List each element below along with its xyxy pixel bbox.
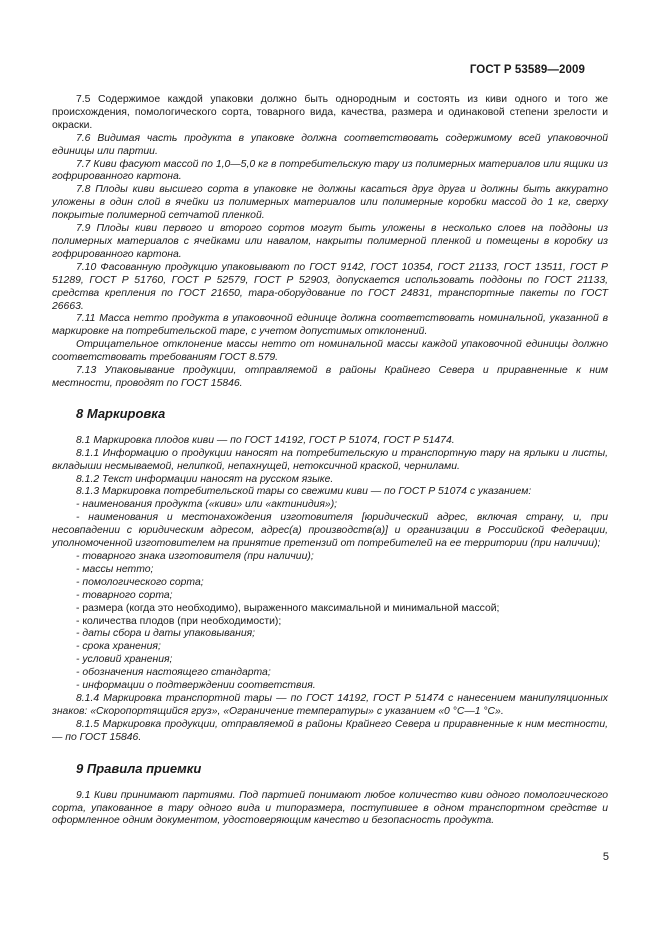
list-item: - товарного знака изготовителя (при наличии); bbox=[76, 551, 314, 562]
paragraph-p710: 7.10 Фасованную продукцию упаковывают по ГОСТ 9142, ГОСТ 10354, ГОСТ 21133, ГОСТ 13511, ГОСТ Р 51289, ГОСТ Р 51760, ГОСТ Р 52579, ГОСТ Р 52903, допускается использовать поддоны по ГОСТ 21133, средства крепления по ГОСТ 21650, тара-оборудование по ГОСТ 24831, транспортные пакеты по ГОСТ 26663. bbox=[52, 261, 608, 312]
paragraph-p711: 7.11 Масса нетто продукта в упаковочной единице должна соответствовать номинальной, указанной в маркировке на потребительской таре, с учетом допустимых отклонений. bbox=[52, 313, 608, 338]
paragraph-p811: 8.1.1 Информацию о продукции наносят на потребительскую и транспортную тару на ярлыки и листы, вкладыши несмываемой, нелипкой, непахнущей, нетоксичной краской, чернилами. bbox=[52, 447, 608, 472]
section-9-acceptance bbox=[52, 790, 608, 829]
list-item: - обозначения настоящего стандарта; bbox=[76, 667, 271, 679]
document-code: ГОСТ Р 53589—2009 bbox=[469, 64, 585, 76]
paragraph-p813: 8.1.3 Маркировка потребительской тары со свежими киви — по ГОСТ Р 51074 с указанием: bbox=[76, 486, 532, 498]
list-item: - информации о подтверждении соответствия. bbox=[76, 680, 316, 692]
paragraph-p77: 7.7 Киви фасуют массой по 1,0—5,0 кг в потребительскую тару из полимерных материалов или ящики из гофрированного картона. bbox=[52, 158, 608, 183]
paragraph-p815: 8.1.5 Маркировка продукции, отправляемой в районы Крайнего Севера и приравненные к ним местности, — по ГОСТ 15846. bbox=[52, 718, 608, 743]
section-7-packaging bbox=[52, 94, 608, 391]
section-9-heading: 9 Правила приемки bbox=[76, 760, 202, 776]
section-8-marking bbox=[52, 435, 608, 745]
page-number: 5 bbox=[602, 851, 609, 863]
paragraph-p78: 7.8 Плоды киви высшего сорта в упаковке не должны касаться друг друга и должны быть аккуратно уложены в один слой в ячейки из полимерных материалов или полимерные коробки массой до 1 кг, сверху покрытые полимерной сетчатой пленкой. bbox=[52, 184, 608, 222]
list-item: - количества плодов (при необходимости); bbox=[76, 615, 282, 627]
paragraph-p79: 7.9 Плоды киви первого и второго сортов могут быть уложены в несколько слоев на поддоны из полимерных материалов с ячейками или навалом, накрыты полимерной пленкой и помещены в коробку из гофрированного картона. bbox=[52, 223, 608, 260]
list-item: - условий хранения; bbox=[76, 654, 173, 666]
paragraph-p711b: Отрицательное отклонение массы нетто от номинальной массы каждой упаковочной единицы должно соответствовать требованиям ГОСТ 8.579. bbox=[52, 339, 608, 364]
paragraph-p812: 8.1.2 Текст информации наносят на русском языке. bbox=[76, 473, 334, 485]
list-item: - размера (когда это необходимо), выраженного максимальной и минимальной массой; bbox=[76, 602, 500, 614]
section-8-heading: 8 Маркировка bbox=[76, 405, 166, 421]
list-item: - массы нетто; bbox=[76, 563, 154, 575]
list-item: - даты сбора и даты упаковывания; bbox=[76, 628, 256, 640]
list-item: - срока хранения; bbox=[76, 641, 161, 653]
list-item: - товарного сорта; bbox=[76, 589, 173, 601]
paragraph-p91: 9.1 Киви принимают партиями. Под партией понимают любое количество киви одного помологического сорта, упакованное в тару одного вида и типоразмера, поступившее в одном транспортном средстве и оформленное одним документом, удостоверяющим качество и безопасность продукта. bbox=[52, 789, 608, 827]
list-item: - помологического сорта; bbox=[76, 576, 204, 588]
paragraph-p713: 7.13 Упаковывание продукции, отправляемой в районы Крайнего Севера и приравненные к ним местности, проводят по ГОСТ 15846. bbox=[52, 365, 608, 389]
list-item: - наименования и местонахождения изготовителя [юридический адрес, включая страну, и, при несовпадении с юридическим адресом, адрес(а) производств(а)] и организации в Российской Федерации, уполномоченной изготовителем на принятие претензий от потребителей на ее территории (при наличии); bbox=[52, 512, 608, 550]
paragraph-p814: 8.1.4 Маркировка транспортной тары — по ГОСТ 14192, ГОСТ Р 51474 с нанесением манипуляционных знаков: «Скоропортящийся груз», «Ограничение температуры» с указанием «0 °С—1 °С». bbox=[52, 692, 608, 717]
list-item: - наименования продукта («киви» или «актинидия»); bbox=[76, 499, 338, 511]
document-body bbox=[52, 94, 608, 828]
paragraph-p76: 7.6 Видимая часть продукта в упаковке должна соответствовать содержимому всей упаковочной единицы или партии. bbox=[52, 132, 608, 157]
paragraph-p81: 8.1 Маркировка плодов киви — по ГОСТ 14192, ГОСТ Р 51074, ГОСТ Р 51474. bbox=[76, 434, 455, 446]
paragraph-p75: 7.5 Содержимое каждой упаковки должно быть однородным и состоять из киви одного и того же происхождения, помологического сорта, товарного вида, качества, размера и одинаковой степени зрелости и окраски. bbox=[52, 94, 608, 131]
